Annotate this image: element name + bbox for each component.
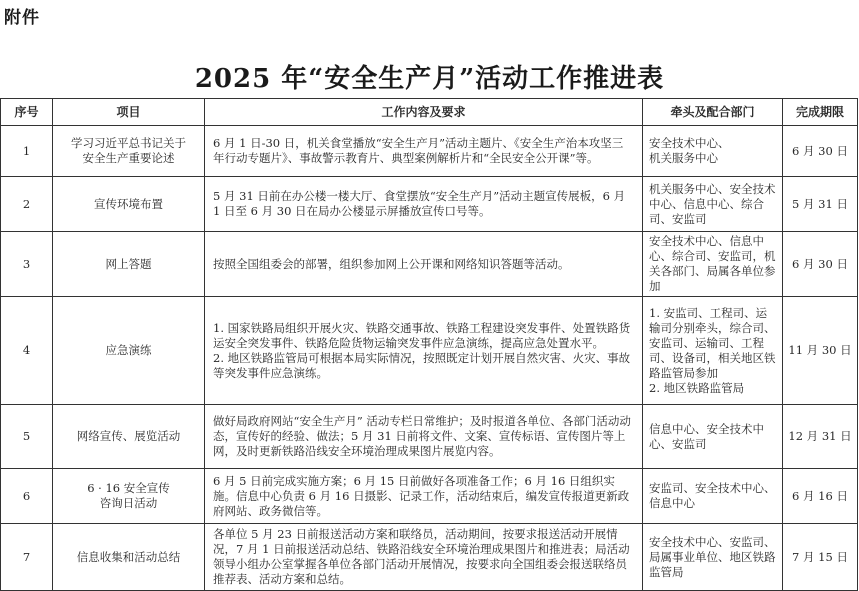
row-content: 5 月 31 日前在办公楼一楼大厅、食堂摆放“安全生产月”活动主题宣传展板，6 月 1 日至 6 月 30 日在局办公楼显示屏播放宣传口号等。 bbox=[205, 177, 643, 232]
row-no: 6 bbox=[1, 469, 53, 524]
header-deadline: 完成期限 bbox=[783, 99, 858, 126]
row-content: 6 月 1 日-30 日，机关食堂播放“安全生产月”活动主题片、《安全生产治本攻坚三年行动专题片》、事故警示教育片、典型案例解析片和“全民安全公开课”等。 bbox=[205, 126, 643, 177]
row-no: 1 bbox=[1, 126, 53, 177]
row-deadline: 12 月 31 日 bbox=[783, 405, 858, 469]
row-deadline: 6 月 16 日 bbox=[783, 469, 858, 524]
header-content: 工作内容及要求 bbox=[205, 99, 643, 126]
table-row bbox=[1, 297, 858, 405]
table-row bbox=[1, 232, 858, 297]
table-header-row bbox=[1, 99, 858, 126]
row-item: 6 · 16 安全宣传 咨询日活动 bbox=[53, 469, 205, 524]
row-content: 6 月 5 日前完成实施方案；6 月 15 日前做好各项准备工作；6 月 16 日组织实施。信息中心负责 6 月 16 日摄影、记录工作，活动结束后，编发宣传报道更新政府网站、政务微信等。 bbox=[205, 469, 643, 524]
row-no: 3 bbox=[1, 232, 53, 297]
table-row bbox=[1, 405, 858, 469]
row-department: 安监司、安全技术中心、信息中心 bbox=[643, 469, 783, 524]
row-no: 7 bbox=[1, 524, 53, 591]
row-deadline: 5 月 31 日 bbox=[783, 177, 858, 232]
row-content: 1. 国家铁路局组织开展火灾、铁路交通事故、铁路工程建设突发事件、处置铁路货运安全突发事件、铁路危险货物运输突发事件应急演练，提高应急处置水平。 2. 地区铁路监管局可根据本局实际情况，按照既定计划开展自然灾害、火灾、事故等突发事件应急演练。 bbox=[205, 297, 643, 405]
work-progress-table bbox=[0, 98, 858, 591]
row-deadline: 6 月 30 日 bbox=[783, 232, 858, 297]
row-department: 机关服务中心、安全技术中心、信息中心、综合司、安监司 bbox=[643, 177, 783, 232]
header-item: 项目 bbox=[53, 99, 205, 126]
row-item: 网络宣传、展览活动 bbox=[53, 405, 205, 469]
row-deadline: 7 月 15 日 bbox=[783, 524, 858, 591]
row-department: 信息中心、安全技术中心、安监司 bbox=[643, 405, 783, 469]
row-no: 4 bbox=[1, 297, 53, 405]
row-item: 学习习近平总书记关于 安全生产重要论述 bbox=[53, 126, 205, 177]
row-department: 1. 安监司、工程司、运输司分别牵头，综合司、安监司、运输司、工程司、设备司，相关地区铁路监管局参加 2. 地区铁路监管局 bbox=[643, 297, 783, 405]
row-content: 各单位 5 月 23 日前报送活动方案和联络员，活动期间，按要求报送活动开展情况，7 月 1 日前报送活动总结、铁路沿线安全环境治理成果图片和推进表；局活动领导小组办公室掌握各单位各部门活动开展情况，按要求向全国组委会报送联络员推荐表、活动方案和总结。 bbox=[205, 524, 643, 591]
row-item: 应急演练 bbox=[53, 297, 205, 405]
table-row bbox=[1, 524, 858, 591]
row-item: 信息收集和活动总结 bbox=[53, 524, 205, 591]
row-item: 网上答题 bbox=[53, 232, 205, 297]
row-content: 按照全国组委会的部署，组织参加网上公开课和网络知识答题等活动。 bbox=[205, 232, 643, 297]
row-department: 安全技术中心、信息中心、综合司、安监司，机关各部门、局属各单位参加 bbox=[643, 232, 783, 297]
document-title: 2025 年“安全生产月”活动工作推进表 bbox=[194, 64, 665, 94]
row-content: 做好局政府网站“安全生产月” 活动专栏日常维护；及时报道各单位、各部门活动动态，宣传好的经验、做法；5 月 31 日前将文件、文案、宣传标语、宣传图片等上网，及时更新铁路沿线安全环境治理成果图片展览内容。 bbox=[205, 405, 643, 469]
table-row bbox=[1, 126, 858, 177]
table-row bbox=[1, 469, 858, 524]
row-department: 安全技术中心、安监司、局属事业单位、地区铁路监管局 bbox=[643, 524, 783, 591]
row-no: 2 bbox=[1, 177, 53, 232]
attachment-label: 附件 bbox=[4, 8, 40, 28]
row-item: 宣传环境布置 bbox=[53, 177, 205, 232]
header-no: 序号 bbox=[1, 99, 53, 126]
header-department: 牵头及配合部门 bbox=[643, 99, 783, 126]
row-no: 5 bbox=[1, 405, 53, 469]
row-deadline: 6 月 30 日 bbox=[783, 126, 858, 177]
table-row bbox=[1, 177, 858, 232]
row-department: 安全技术中心、 机关服务中心 bbox=[643, 126, 783, 177]
row-deadline: 11 月 30 日 bbox=[783, 297, 858, 405]
